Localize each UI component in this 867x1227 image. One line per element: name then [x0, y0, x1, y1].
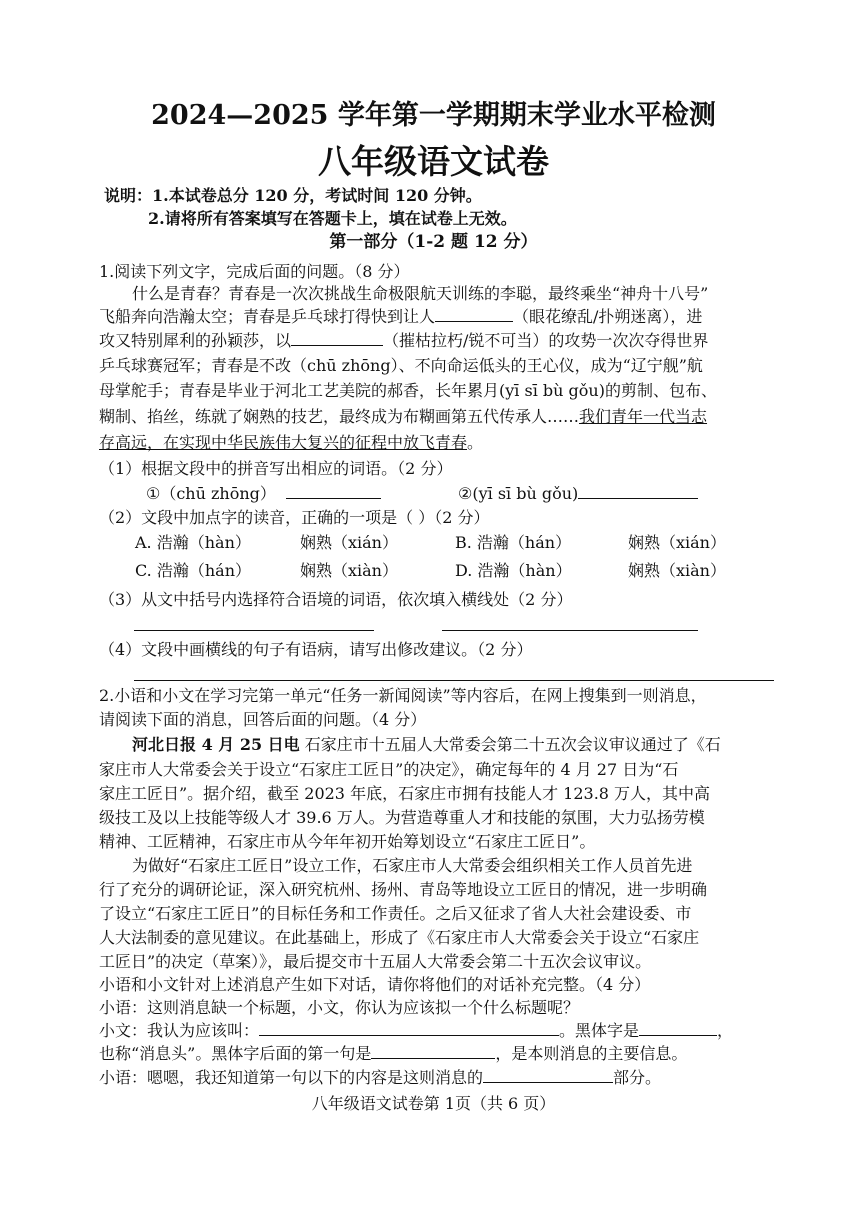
q1-sub1-item-b	[458, 484, 698, 504]
q2-stem: 请阅读下面的消息，回答后面的问题。（4 分）	[99, 710, 427, 729]
dialog-text: 部分。	[613, 1068, 662, 1087]
option-a-second: 娴熟（xián）	[300, 533, 398, 552]
dialog-line: 小语：这则消息缺一个标题，小文，你认为应该拟一个什么标题呢？	[99, 998, 580, 1017]
news-line: 了设立“石家庄工匠日”的目标任务和工作责任。之后又征求了省人大社会建设委、市	[99, 904, 692, 923]
news-line: 精神、工匠精神，石家庄市从今年年初开始筹划设立“石家庄工匠日”。	[99, 832, 596, 851]
news-line	[132, 735, 721, 755]
instructions-label: 说明：	[104, 186, 153, 205]
passage-text: 糊制、掐丝，练就了娴熟的技艺，最终成为布糊画第五代传承人……	[99, 407, 580, 426]
q1-passage-line: 乒乓球赛冠军；青春是不改（chū zhōng）、不向命运低头的王心仪，成为“辽宁舰”航	[99, 356, 703, 375]
option-a: A. 浩瀚（hàn）	[135, 533, 251, 552]
underlined-sentence: 存高远，在实现中华民族伟大复兴的征程中放飞青春	[99, 433, 468, 452]
pinyin-prompt: ①（chū zhōng）	[146, 484, 276, 503]
pinyin-prompt: ②(yī sī bù gǒu)	[458, 484, 579, 503]
news-text: 石家庄市十五届人大常委会第二十五次会议审议通过了《石	[299, 735, 721, 754]
option-c-second: 娴熟（xiàn）	[300, 561, 398, 580]
instruction-item-2: 2.请将所有答案填写在答题卡上，填在试卷上无效。	[148, 209, 517, 228]
passage-text: （摧枯拉朽/锐不可当）的攻势一次次夺得世界	[383, 331, 709, 350]
passage-text: 。	[467, 433, 484, 452]
news-lead: 河北日报 4 月 25 日电	[132, 735, 300, 754]
news-line: 工匠日”的决定（草案）》，最后提交市十五届人大常委会第二十五次会议审议。	[99, 952, 652, 971]
answer-line	[134, 680, 774, 681]
dialog-line	[99, 1021, 733, 1041]
news-line: 家庄市人大常委会关于设立“石家庄工匠日”的决定》，确定每年的 4 月 27 日为“石	[99, 760, 679, 779]
dialog-text: 小文：我认为应该叫：	[99, 1021, 260, 1040]
q1-sub1: （1）根据文段中的拼音写出相应的词语。（2 分）	[99, 459, 453, 478]
dialog-line	[99, 1068, 661, 1088]
passage-text: 攻又特别犀利的孙颖莎，以	[99, 331, 292, 350]
page-footer: 八年级语文试卷第 1页（共 6 页）	[311, 1094, 556, 1113]
dialog-intro: 小语和小文针对上述消息产生如下对话，请你将他们的对话补充完整。（4 分）	[99, 975, 651, 994]
option-c: C. 浩瀚（hán）	[135, 561, 251, 580]
underlined-sentence: 我们青年一代当志	[579, 407, 708, 426]
dialog-text: 小语：嗯嗯，我还知道第一句以下的内容是这则消息的	[99, 1068, 484, 1087]
q1-passage-line: 母掌舵手；青春是毕业于河北工艺美院的郝香，长年累月(yī sī bù gǒu)的剪制、包布、	[99, 381, 717, 400]
exam-title: 2024—2025 学年第一学期期末学业水平检测	[151, 100, 716, 131]
answer-line	[134, 630, 374, 631]
q1-passage-line	[99, 307, 702, 327]
exam-subtitle: 八年级语文试卷	[318, 142, 549, 181]
instruction-item-1: 1.本试卷总分 120 分，考试时间 120 分钟。	[152, 186, 482, 205]
answer-blank	[259, 1021, 559, 1036]
news-line: 为做好“石家庄工匠日”设立工作，石家庄市人大常委会组织相关工作人员首先进	[132, 856, 693, 875]
passage-text: 飞船奔向浩瀚太空；青春是乒乓球打得快到让人	[99, 307, 436, 326]
answer-blank	[639, 1021, 717, 1036]
news-line: 行了充分的调研论证，深入研究杭州、扬州、青岛等地设立工匠日的情况，进一步明确	[99, 880, 708, 899]
part1-heading: 第一部分（1-2 题 12 分）	[329, 232, 538, 252]
q1-sub1-item-a	[146, 484, 381, 504]
answer-blank	[435, 307, 513, 322]
passage-text: （眼花缭乱/扑朔迷离），进	[513, 307, 703, 326]
q2-stem: 2.小语和小文在学习完第一单元“任务一新闻阅读”等内容后，在网上搜集到一则消息，	[99, 686, 707, 705]
dialog-text: 。黑体字是	[559, 1021, 640, 1040]
q1-passage-line	[99, 331, 708, 351]
option-b: B. 浩瀚（hán）	[455, 533, 572, 552]
q1-passage-line	[99, 433, 483, 453]
dialog-text: ，是本则消息的主要信息。	[495, 1044, 688, 1063]
option-d-second: 娴熟（xiàn）	[628, 561, 726, 580]
dialog-text: 也称“消息头”。黑体字后面的第一句是	[99, 1044, 372, 1063]
option-d: D. 浩瀚（hàn）	[455, 561, 572, 580]
news-line: 家庄工匠日”。据介绍，截至 2023 年底，石家庄市拥有技能人才 123.8 万人，其中高	[99, 784, 711, 803]
answer-blank	[371, 1044, 495, 1059]
q1-sub2: （2）文段中加点字的读音，正确的一项是（ ）（2 分）	[99, 508, 490, 527]
instructions-line-1	[104, 186, 482, 206]
q1-passage-line	[99, 407, 707, 427]
news-line: 人大法制委的意见建议。在此基础上，形成了《石家庄市人大常委会关于设立“石家庄	[99, 928, 700, 947]
answer-blank	[578, 484, 698, 499]
dialog-text: ，	[717, 1021, 734, 1040]
answer-line	[442, 630, 698, 631]
q1-stem: 1.阅读下列文字，完成后面的问题。（8 分）	[99, 262, 410, 281]
option-b-second: 娴熟（xián）	[628, 533, 726, 552]
q1-sub3: （3）从文中括号内选择符合语境的词语，依次填入横线处（2 分）	[99, 590, 573, 609]
answer-blank	[483, 1068, 613, 1083]
answer-blank	[286, 484, 381, 499]
q1-passage-line: 什么是青春？青春是一次次挑战生命极限航天训练的李聪，最终乘坐“神舟十八号”	[132, 284, 709, 303]
q1-sub4: （4）文段中画横线的句子有语病，请写出修改建议。（2 分）	[99, 640, 533, 659]
answer-blank	[291, 331, 383, 346]
dialog-line	[99, 1044, 687, 1064]
news-line: 级技工及以上技能等级人才 39.6 万人。为营造尊重人才和技能的氛围，大力弘扬劳模	[99, 808, 705, 827]
